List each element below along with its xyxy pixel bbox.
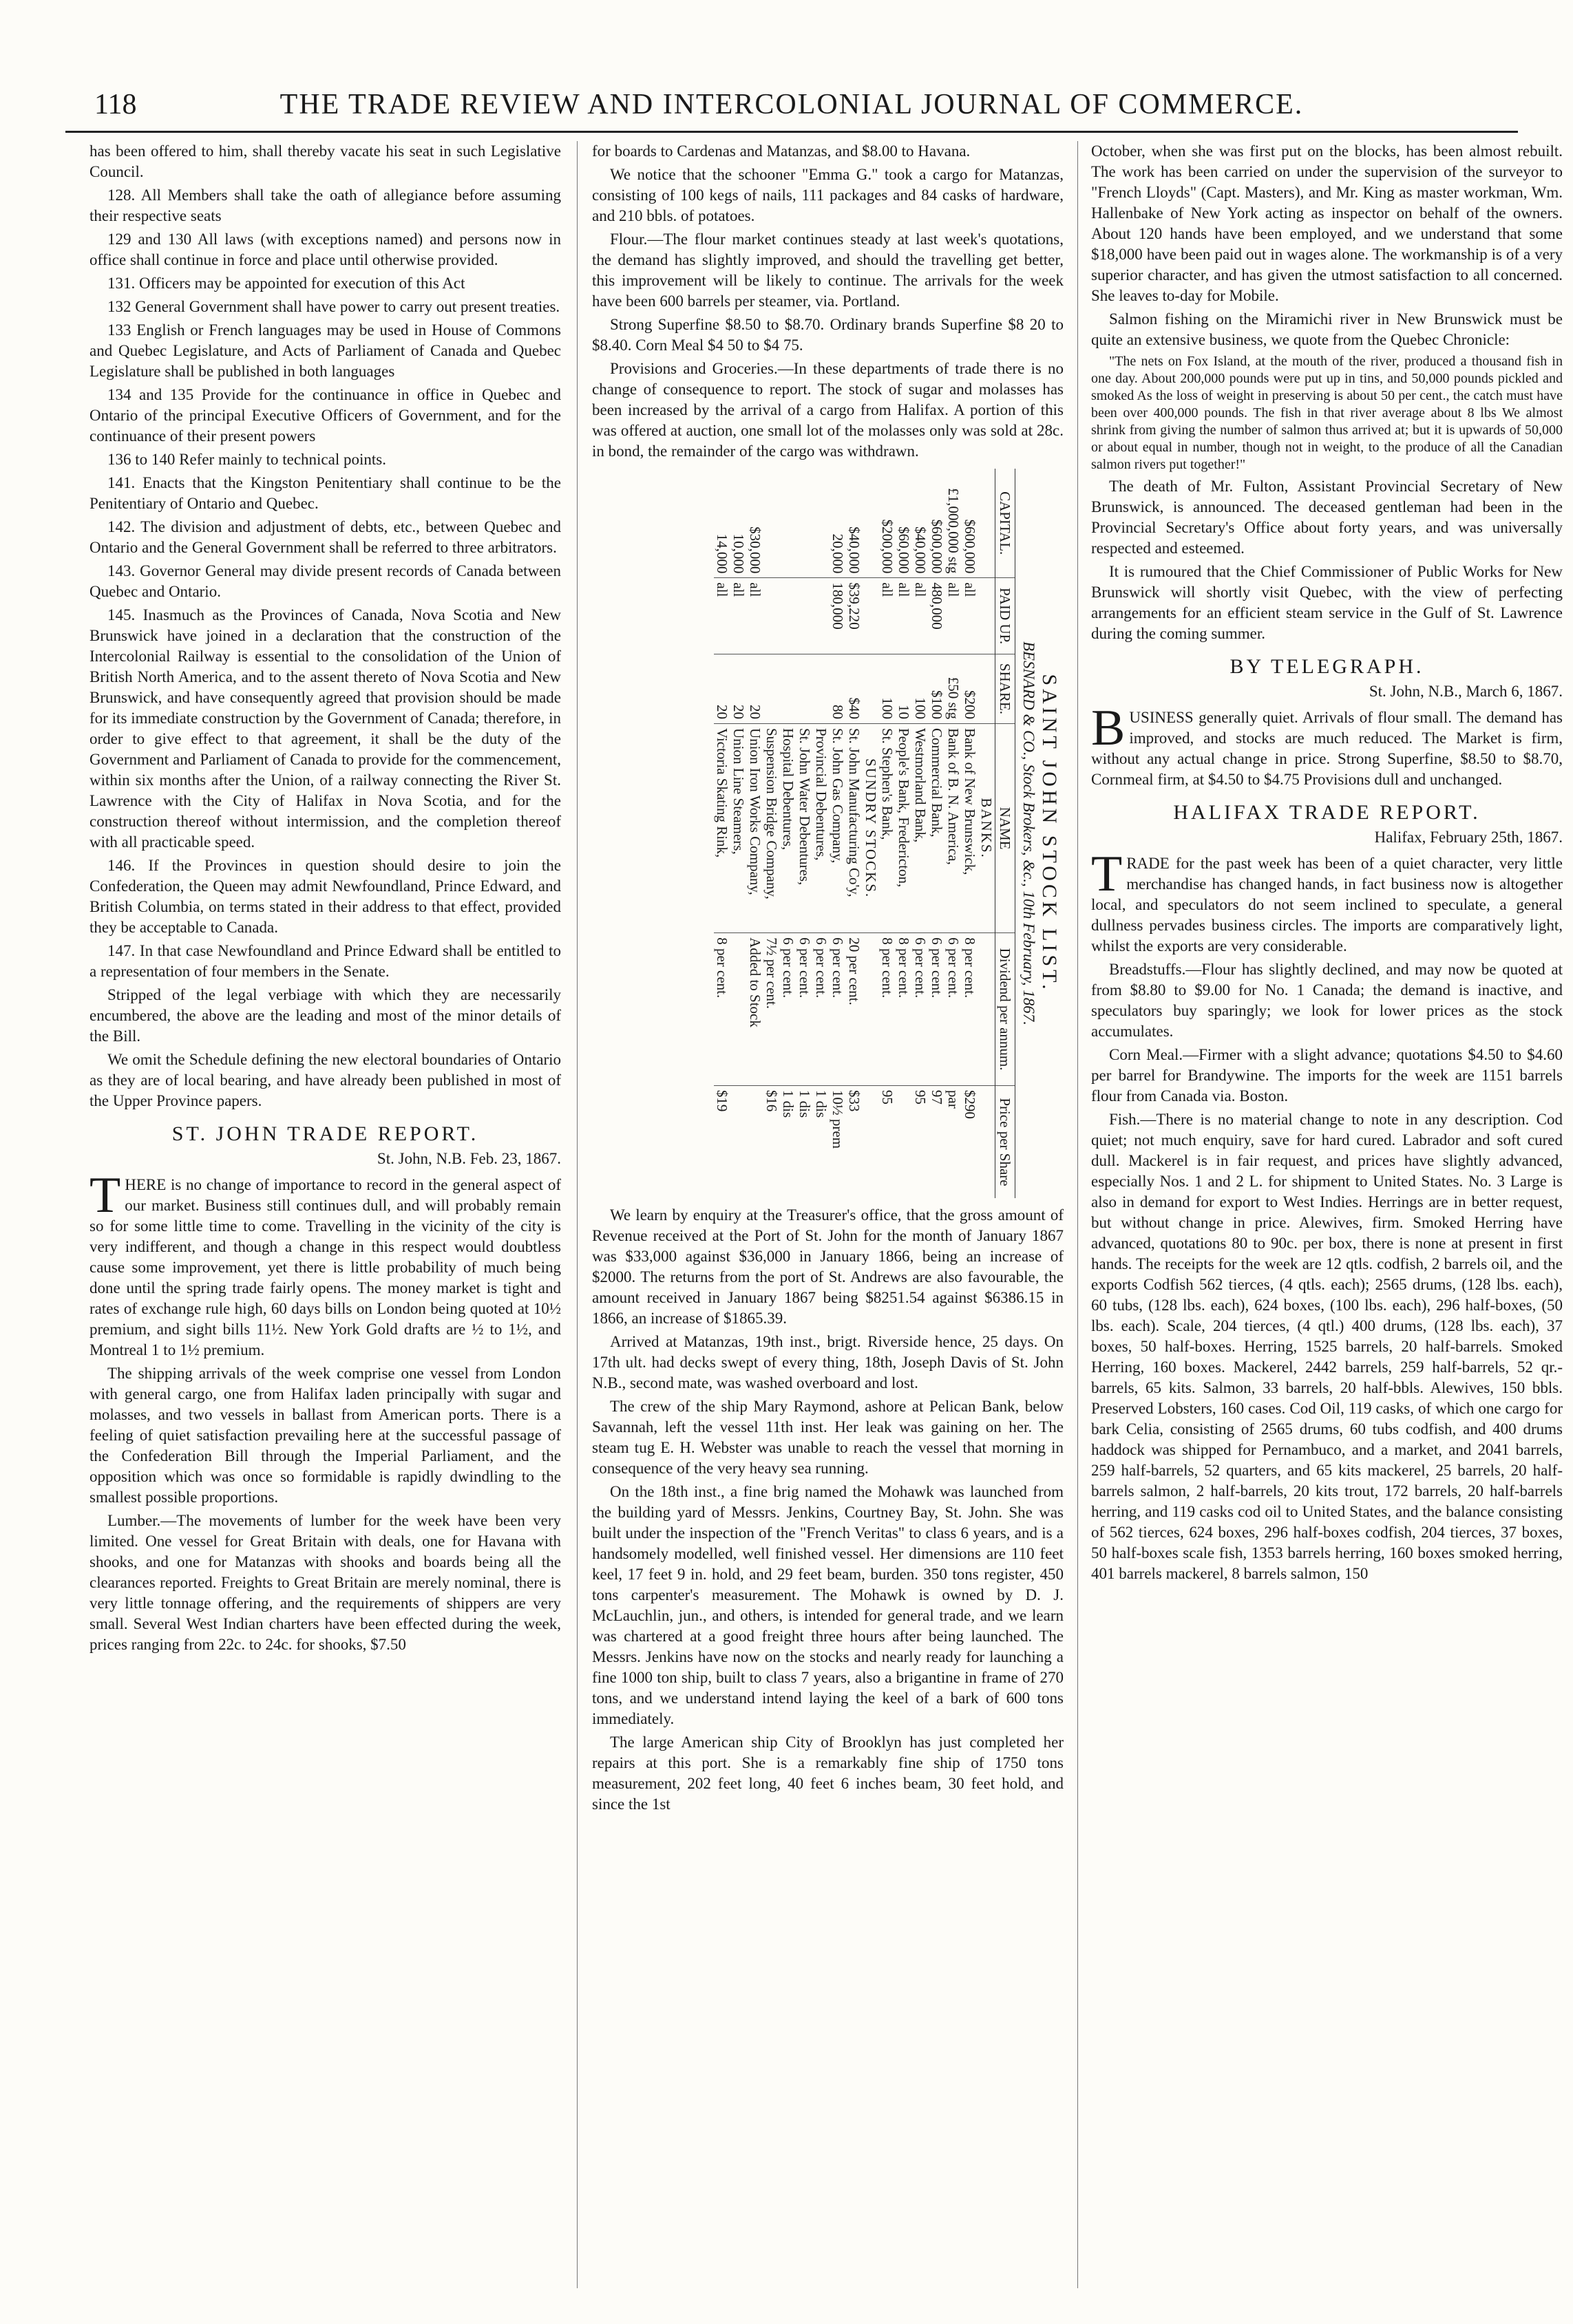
paragraph: Strong Superfine $8.50 to $8.70. Ordinary brands Superfine $8 20 to $8.40. Corn Meal $4 50 to $4 75. xyxy=(592,316,1064,354)
cell-name: St. Stephen's Bank, xyxy=(879,724,896,933)
paragraph: We learn by enquiry at the Treasurer's office, that the gross amount of Revenue received at the Port of St. John for the month of January 1867 was $33,000 against $36,000 in January 1866, being an increase of $2000. The returns from the port of St. Andrews are also favourable, the amount received in January 1867 being $8251.54 against $6386.15 in 1866, an increase of $1865.39. xyxy=(592,1206,1064,1327)
paragraph: 129 and 130 All laws (with exceptions named) and persons now in office shall continue in force and place until otherwise provided. xyxy=(89,231,561,268)
column-header: NAME xyxy=(995,724,1015,933)
paragraph: We omit the Schedule defining the new electoral boundaries of Ontario as they are of local bearing, and have already been published in most of the Upper Province papers. xyxy=(89,1051,561,1109)
cell-share: $100 xyxy=(929,654,945,723)
cell-share xyxy=(763,654,780,723)
paragraph: 136 to 140 Refer mainly to technical points. xyxy=(107,451,386,468)
cell-name: People's Bank, Fredericton, xyxy=(896,724,912,933)
cell-share: 20 xyxy=(747,654,763,723)
column-rule xyxy=(1077,141,1078,2288)
cell-paid: all xyxy=(945,578,962,654)
paragraph: It is rumoured that the Chief Commissioner of Public Works for New Brunswick will shortly visit Quebec, with the view of perfecting arrangements for an efficient steam service in the Gulf of St. Lawrence during the coming summer. xyxy=(1091,563,1563,642)
cell-capital xyxy=(763,469,780,578)
cell-share xyxy=(780,654,796,723)
paragraph xyxy=(1091,846,1563,957)
cell-capital: $200,000 xyxy=(879,519,896,574)
table-row xyxy=(780,469,796,1198)
paragraph: has been offered to him, shall thereby vacate his seat in such Legislative Council. xyxy=(89,142,561,180)
cell-share: £50 stg xyxy=(945,654,962,723)
cell-share: 80 xyxy=(830,654,846,723)
paragraph: We notice that the schooner "Emma G." took a cargo for Matanzas, consisting of 100 kegs of nails, 111 packages and 84 casks of hardware, and 210 bbls. of potatoes. xyxy=(592,166,1064,224)
stock-list-rotated xyxy=(592,469,1064,1198)
cell-name: Bank of B. N. America, xyxy=(945,724,962,933)
table-row xyxy=(730,469,747,1198)
cell-price: 10½ prem xyxy=(830,1085,846,1198)
cell-price: 97 xyxy=(929,1085,945,1198)
cell-share: 100 xyxy=(912,654,929,723)
table-row xyxy=(813,469,830,1198)
cell-dividend: Added to Stock xyxy=(747,933,763,1086)
cell-name: Hospital Debentures, xyxy=(780,724,796,933)
cell-capital xyxy=(780,469,796,578)
paragraph: 143. Governor General may divide present records of Canada between Quebec and Ontario. xyxy=(89,562,561,600)
stock-table-body xyxy=(714,469,995,1198)
column-header: SHARE. xyxy=(995,654,1015,723)
column-header: PAID UP. xyxy=(995,578,1015,654)
cell-capital: 10,000 xyxy=(730,533,747,574)
drop-cap: T xyxy=(89,1167,121,1224)
cell-price xyxy=(747,1085,763,1198)
cell-paid: all xyxy=(912,578,929,654)
cell-dividend: 6 per cent. xyxy=(780,933,796,1086)
cell-capital: 20,000 xyxy=(830,533,846,574)
cell-name: Commercial Bank, xyxy=(929,724,945,933)
table-row xyxy=(846,469,863,1198)
cell-price: $33 xyxy=(846,1085,863,1198)
cell-paid: 180,000 xyxy=(830,578,846,654)
paragraph: Fish.—There is no material change to note in any description. Cod quiet; not much enquiry, save for hard cured. Labrador and soft cured dull. Mackerel is in fair request, and prices have slightly advanced, especially Nos. 1 and 2 L. for shipment to United States. No. 3 Large is also in demand for export to West Indies. Herrings are in better request, but without change in price. Alewives, firm. Smoked Herring have advanced, quotations 80 to 90c. per box, there is none at present in first hands. The receipts for the week are 12 qtls. codfish, 2 barrels oil, and the exports Codfish 562 tierces, (4 qtls. each); 2565 drums, (128 lbs. each), 60 tubs, (128 lbs. each), 624 boxes, (100 lbs. each), 296 half-boxes, (50 lbs. each). Scale, 204 tierces, (4 qtl.) 400 drums, (128 lbs. each), 37 boxes, 50 half-boxes. Herring, 1525 barrels, 20 half-barrels. Smoked Herring, 160 boxes. Mackerel, 2442 barrels, 259 half-barrels, 52 qr.-barrels, 65 kits. Salmon, 33 barrels, 20 half-bbls. Alewives, 150 bbls. Preserved Lobsters, 160 cases. Cod Oil, 119 casks, of which one cargo for bark Celia, consisting of 2565 drums, 60 tubs codfish, and 400 drums haddock was shipped for Pernambuco, and a market, and 2041 barrels, 259 half-barrels, 52 quarters, and 65 kits mackerel, 25 barrels, 20 half-barrels salmon, 2 half-barrels, 20 kits trout, 172 barrels, 20 half-barrels herring, and 119 casks cod oil to United States, and the balance consisting of 562 tierces, 624 boxes, 296 half-boxes codfish, 204 tierces, 37 boxes, 50 half-boxes scale fish, 1353 barrels herring, 160 boxes smoked herring, 401 barrels mackerel, 8 barrels salmon, 150 xyxy=(1091,1111,1563,1582)
paragraph: 141. Enacts that the Kingston Penitentiary shall continue to be the Penitentiary of Ontario and Quebec. xyxy=(89,474,561,512)
cell-share: $200 xyxy=(962,654,978,723)
cell-price xyxy=(730,1085,747,1198)
cell-capital xyxy=(813,469,830,578)
table-row xyxy=(929,469,945,1198)
paragraph: Lumber.—The movements of lumber for the week have been very limited. One vessel for Great Britain with deals, one for Havana with shooks, and one for Matanzas with shooks and boards being all the clearances reported. Freights to Great Britain are merely nominal, there is very little tonnage offering, and the requirements of shippers are very small. Several West Indian charters have been effected during the week, prices ranging from 22c. to 24c. for shooks, $7.50 xyxy=(89,1512,561,1653)
section-title: HALIFAX TRADE REPORT. xyxy=(1173,801,1481,824)
column-1 xyxy=(89,141,561,2295)
cell-paid xyxy=(813,578,830,654)
cell-dividend xyxy=(730,933,747,1086)
cell-capital: 14,000 xyxy=(714,533,730,574)
stock-table xyxy=(714,469,1015,1198)
cell-paid: all xyxy=(896,578,912,654)
column-rule xyxy=(577,141,578,2288)
dateline: St. John, N.B. Feb. 23, 1867. xyxy=(377,1150,561,1167)
cell-dividend: 6 per cent. xyxy=(813,933,830,1086)
cell-paid: all xyxy=(730,578,747,654)
cell-dividend: 6 per cent. xyxy=(796,933,813,1086)
paragraph: On the 18th inst., a fine brig named the Mohawk was launched from the building yard of Messrs. Jenkins, Courtney Bay, St. John. She was built under the inspection of the "French Veritas" to class 6 years, and is a handsomely modelled, well finished vessel. Her dimensions are 110 feet keel, 17 feet 9 in. hold, and 29 feet beam, burden. 350 tons register, 450 tons carpenter's measurement. The Mohawk is owned by D. J. McLauchlin, jun., and others, is intended for general trade, and we learn was chartered at a good freight three hours after being launched. The Messrs. Jenkins have now on the stocks and nearly ready for launching a fine 1000 ton ship, built to class 7 years, also a brigantine in frame of 270 tons, and we understand intend laying the keel of a bark of 600 tons immediately. xyxy=(592,1483,1064,1727)
table-row xyxy=(830,469,846,1198)
group-label: SUNDRY STOCKS. xyxy=(863,724,879,933)
table-row xyxy=(747,469,763,1198)
paragraph-text: RADE for the past week has been of a quiet character, very little merchandise has changed hands, in fact business now is altogether local, and speculators do not seem inclined to speculate, a general dullness pervades business circles. The imports are comparatively light, whilst the exports are very considerable. xyxy=(1091,855,1563,955)
cell-capital: £1,000,000 stg xyxy=(945,488,962,574)
cell-capital: $30,000 xyxy=(747,526,763,574)
cell-paid: 480,000 xyxy=(929,578,945,654)
paragraph: 134 and 135 Provide for the continuance in office in Quebec and Ontario of the principal Executive Officers of Government, and for the continuance of their present powers xyxy=(89,386,561,445)
cell-share: 20 xyxy=(730,654,747,723)
cell-paid xyxy=(763,578,780,654)
column-header: CAPITAL. xyxy=(995,469,1015,578)
paragraph xyxy=(89,1167,561,1361)
drop-cap: B xyxy=(1091,700,1126,756)
cell-capital: $40,000 xyxy=(912,526,929,574)
cell-price: par xyxy=(945,1085,962,1198)
column-header: Price per Share xyxy=(995,1085,1015,1198)
cell-name: Bank of New Brunswick, xyxy=(962,724,978,933)
table-row xyxy=(879,469,896,1198)
paragraph: 131. Officers may be appointed for execution of this Act xyxy=(107,275,465,292)
paragraph: The death of Mr. Fulton, Assistant Provincial Secretary of New Brunswick, is announced. The deceased gentleman had been in the Provincial Secretary's Office about forty years, and was universally respected and esteemed. xyxy=(1091,478,1563,557)
cell-dividend: 8 per cent. xyxy=(896,933,912,1086)
cell-dividend: 6 per cent. xyxy=(830,933,846,1086)
paragraph: Flour.—The flour market continues steady at last week's quotations, the demand has slightly improved, and should the travelling get better, this improvement will be likely to continue. The arrivals for the week have been 600 barrels per steamer, via. Portland. xyxy=(592,231,1064,310)
cell-name: St. John Water Debentures, xyxy=(796,724,813,933)
cell-paid xyxy=(796,578,813,654)
cell-paid: all xyxy=(714,578,730,654)
cell-capital: $60,000 xyxy=(896,526,912,574)
cell-price: $19 xyxy=(714,1085,730,1198)
cell-paid: $39,220 xyxy=(846,578,863,654)
cell-share: 10 xyxy=(896,654,912,723)
table-row xyxy=(912,469,929,1198)
cell-capital: $40,000 xyxy=(846,526,863,574)
cell-paid: all xyxy=(747,578,763,654)
paragraph: for boards to Cardenas and Matanzas, and $8.00 to Havana. xyxy=(592,142,971,160)
table-row xyxy=(714,469,730,1198)
section-title: BY TELEGRAPH. xyxy=(1229,655,1424,678)
cell-dividend: 8 per cent. xyxy=(879,933,896,1086)
table-row xyxy=(945,469,962,1198)
paragraph: The shipping arrivals of the week comprise one vessel from London with general cargo, one from Halifax laden principally with sugar and molasses, and two vessels in ballast from American ports. There is a feeling of quiet satisfaction prevailing here at the successful passage of the Confederation Bill through the Imperial Parliament, and the opposition which was once so formidable is rapidly dwindling to the smallest possible proportions. xyxy=(89,1365,561,1506)
cell-name: Provincial Debentures, xyxy=(813,724,830,933)
column-3 xyxy=(1091,141,1563,2295)
dateline: St. John, N.B., March 6, 1867. xyxy=(1369,683,1563,700)
quotation: "The nets on Fox Island, at the mouth of the river, produced a thousand fish in one day. About 200,000 pounds were put up in tins, and 50,000 pounds pickled and smoked As the loss of weight in preserving is about 50 per cent., the catch must have been over 400,000 pounds. The fish in that river average about 8 lbs We almost shrink from giving the number of salmon thus arrived at; but it is upwards of 50,000 or about equal in number, though not in weight, to the produce of all the Canadian salmon rivers put together!" xyxy=(1091,354,1563,472)
paragraph: 133 English or French languages may be used in House of Commons and Quebec Legislature, and Acts of Parliament of Canada and Quebec Legislature shall be published in both languages xyxy=(89,321,561,380)
cell-dividend: 6 per cent. xyxy=(929,933,945,1086)
paragraph-text: USINESS generally quiet. Arrivals of flour small. The demand has improved, and stocks are much reduced. The Market is firm, without any actual change in price. Strong Superfine, $8.50 to $8.70, Cornmeal firm, at $4.50 to $4.75 Provisions dull and unchanged. xyxy=(1091,709,1563,788)
cell-paid xyxy=(780,578,796,654)
cell-price: 1 dis xyxy=(813,1085,830,1198)
paragraph: 132 General Government shall have power to carry out present treaties. xyxy=(107,298,560,315)
cell-share xyxy=(813,654,830,723)
cell-name: Westmorland Bank, xyxy=(912,724,929,933)
paragraph-text: HERE is no change of importance to record in the general aspect of our market. Business still continues dull, and will probably remain so for some little time to come. Travelling in the vicinity of the city is very indifferent, and though a change in this respect would doubtless cause some improvement, yet there is little probability of much being done until the spring trade fairly opens. The money market is tight and rates of exchange rule high, 60 days bills on London being quoted at 10½ premium, and sight bills 11½. New York Gold drafts are ½ to 1½, and Montreal 1 to 1½ premium. xyxy=(89,1176,561,1358)
paragraph: 142. The division and adjustment of debts, etc., between Quebec and Ontario and the General Government shall be referred to three arbitrators. xyxy=(89,518,561,556)
paragraph: October, when she was first put on the blocks, has been almost rebuilt. The work has been carried on under the supervision of the surveyor to "French Lloyds" (Capt. Masters), and Mr. King as master workman, Wm. Hallenbake of New York acting as inspector on behalf of the owners. About 120 hands have been employed, and we understand that some $18,000 have been paid out in wages alone. The workmanship is of a very superior character, and has given the utmost satisfaction to all concerned. She leaves to-day for Mobile. xyxy=(1091,142,1563,304)
cell-price: $290 xyxy=(962,1085,978,1198)
cell-name: Victoria Skating Rink, xyxy=(714,724,730,933)
paragraph: Breadstuffs.—Flour has slightly declined, and may now be quoted at from $8.80 to $9.00 for No. 1 Canada; the demand is inactive, and speculators buy sparingly; we look for lower prices as the stock accumulates. xyxy=(1091,961,1563,1040)
cell-name: Union Iron Works Company, xyxy=(747,724,763,933)
table-row xyxy=(896,469,912,1198)
stock-list xyxy=(592,469,1064,1198)
cell-dividend: 8 per cent. xyxy=(714,933,730,1086)
cell-paid: all xyxy=(962,578,978,654)
paragraph: 146. If the Provinces in question should desire to join the Confederation, the Queen may admit Newfoundland, Prince Edward, and British Columbia, on terms stated in their address to that effect, provided they be acceptable to Canada. xyxy=(89,857,561,936)
table-row xyxy=(763,469,780,1198)
cell-share: $40 xyxy=(846,654,863,723)
cell-name: St. John Manufacturing Co'y, xyxy=(846,724,863,933)
section-title: ST. JOHN TRADE REPORT. xyxy=(171,1122,479,1145)
paragraph: The crew of the ship Mary Raymond, ashore at Pelican Bank, below Savannah, left the vessel 11th inst. Her leak was gaining on her. The steam tug E. H. Webster was unable to reach the vessel that morning in consequence of the very heavy sea running. xyxy=(592,1398,1064,1477)
stock-list-title: SAINT JOHN STOCK LIST. xyxy=(1038,674,1061,993)
paragraph: The large American ship City of Brooklyn has just completed her repairs at this port. She is a remarkably fine ship of 1750 tons measurement, 202 feet long, 40 feet 6 inches beam, 30 feet hold, and since the 1st xyxy=(592,1734,1064,1813)
group-row xyxy=(978,469,995,1198)
stock-list-subtitle: BESNARD & CO., Stock Brokers, &c., 10th February, 1867. xyxy=(1020,641,1037,1026)
cell-price: 95 xyxy=(879,1085,896,1198)
paragraph xyxy=(1091,700,1563,790)
paragraph: Provisions and Groceries.—In these departments of trade there is no change of consequence to report. The stock of sugar and molasses has been increased by the arrival of a cargo from Halifax. A portion of this was offered at auction, one small lot of the molasses only was sold at 28c. in bond, the remainder of the cargo was withdrawn. xyxy=(592,360,1064,460)
paragraph: 147. In that case Newfoundland and Prince Edward shall be entitled to a representation of four members in the Senate. xyxy=(89,942,561,980)
cell-paid: all xyxy=(879,578,896,654)
column-2 xyxy=(592,141,1064,2295)
cell-dividend: 20 per cent. xyxy=(846,933,863,1086)
paragraph: Arrived at Matanzas, 19th inst., brigt. Riverside hence, 25 days. On 17th ult. had decks swept of every thing, 18th, Joseph Davis of St. John N.B., second mate, was washed overboard and lost. xyxy=(592,1333,1064,1392)
cell-dividend: 6 per cent. xyxy=(912,933,929,1086)
group-row xyxy=(863,469,879,1198)
cell-capital xyxy=(796,469,813,578)
cell-price: 95 xyxy=(912,1085,929,1198)
cell-share: 100 xyxy=(879,654,896,723)
cell-share xyxy=(796,654,813,723)
dateline: Halifax, February 25th, 1867. xyxy=(1374,829,1563,846)
paragraph: Corn Meal.—Firmer with a slight advance; quotations $4.50 to $4.60 per barrel for Brandywine. The imports for the week are 1151 barrels flour from Canada via. Boston. xyxy=(1091,1046,1563,1105)
group-label: BANKS. xyxy=(978,724,995,933)
cell-capital: $600,000 xyxy=(962,519,978,574)
cell-dividend: 8 per cent. xyxy=(962,933,978,1086)
page-number: 118 xyxy=(94,89,137,120)
table-row xyxy=(962,469,978,1198)
cell-price xyxy=(896,1085,912,1198)
cell-dividend: 6 per cent. xyxy=(945,933,962,1086)
table-row xyxy=(796,469,813,1198)
cell-name: Union Line Steamers, xyxy=(730,724,747,933)
cell-share: 20 xyxy=(714,654,730,723)
paragraph: 145. Inasmuch as the Provinces of Canada, Nova Scotia and New Brunswick have joined in a declaration that the construction of the Intercolonial Railway is essential to the consolidation of the Union of British North America, and to the assent thereto of Nova Scotia and New Brunswick, and have consequently agreed that provision should be made for its immediate construction by the Government of Canada; therefore, in order to give effect to that agreement, it shall be the duty of the Government and Parliament of Canada to provide for the commencement, within six months after the Union, of a railway connecting the River St. Lawrence with the City of Halifax in Nova Scotia, and for the construction thereof without intermission, and the completion thereof with all practicable speed. xyxy=(89,606,561,851)
paragraph: 128. All Members shall take the oath of allegiance before assuming their respective seats xyxy=(89,186,561,224)
cell-capital: $600,000 xyxy=(929,519,945,574)
cell-dividend: 7½ per cent. xyxy=(763,933,780,1086)
cell-name: Suspension Bridge Company, xyxy=(763,724,780,933)
paragraph: Stripped of the legal verbiage with which they are necessarily encumbered, the above are the leading and most of the minor details of the Bill. xyxy=(89,986,561,1045)
cell-price: $16 xyxy=(763,1085,780,1198)
cell-price: 1 dis xyxy=(796,1085,813,1198)
paragraph: Salmon fishing on the Miramichi river in New Brunswick must be quite an extensive business, we quote from the Quebec Chronicle: xyxy=(1091,310,1563,348)
page-header xyxy=(65,83,1518,133)
drop-cap: T xyxy=(1091,846,1123,902)
column-header: Dividend per annum. xyxy=(995,933,1015,1086)
cell-name: St. John Gas Company, xyxy=(830,724,846,933)
journal-title: THE TRADE REVIEW AND INTERCOLONIAL JOURNAL OF COMMERCE. xyxy=(279,89,1304,120)
cell-price: 1 dis xyxy=(780,1085,796,1198)
